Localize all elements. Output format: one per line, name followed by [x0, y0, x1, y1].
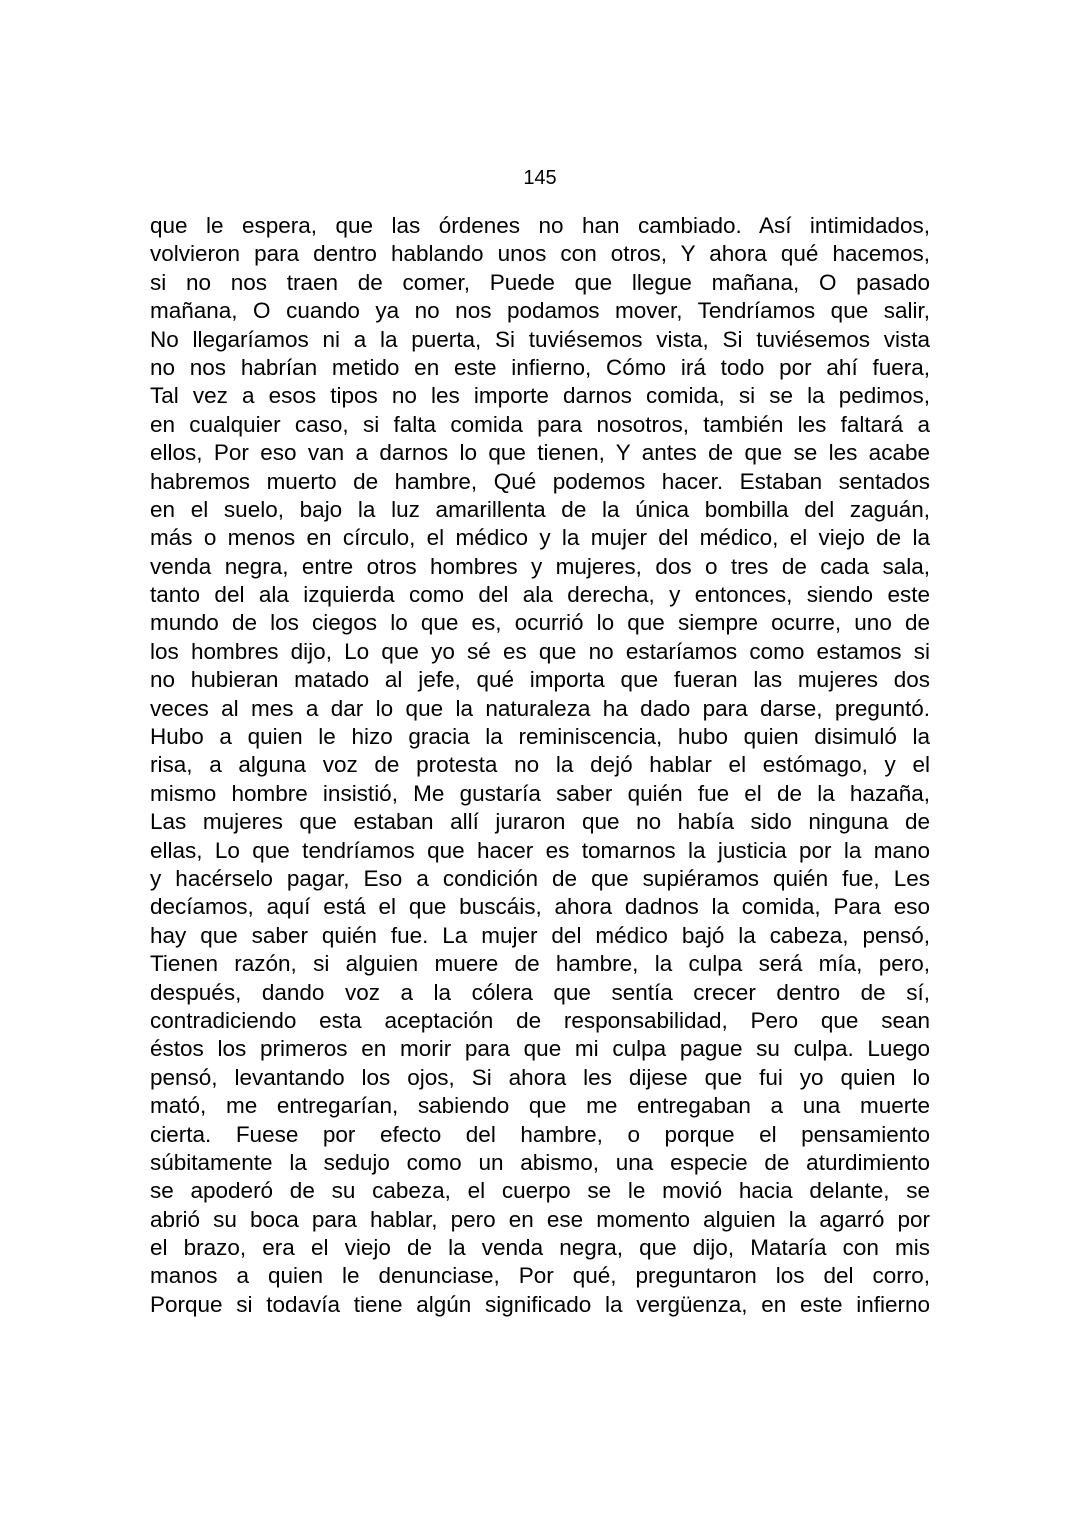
text-line: Hubo a quien le hizo gracia la reminiscencia, hubo quien disimuló la	[150, 724, 930, 750]
text-line: volvieron para dentro hablando unos con otros, Y ahora qué hacemos,	[150, 241, 930, 267]
text-line: los hombres dijo, Lo que yo sé es que no estaríamos como estamos si	[150, 638, 930, 664]
text-line: Porque si todavía tiene algún significado la vergüenza, en este infierno	[150, 1291, 930, 1317]
text-line: el brazo, era el viejo de la venda negra, que dijo, Mataría con mis	[150, 1235, 930, 1261]
text-line: mundo de los ciegos lo que es, ocurrió lo que siempre ocurre, uno de	[150, 610, 930, 636]
text-line: habremos muerto de hambre, Qué podemos hacer. Estaban sentados	[150, 468, 930, 494]
text-line: mismo hombre insistió, Me gustaría saber quién fue el de la hazaña,	[150, 780, 930, 806]
text-line: Las mujeres que estaban allí juraron que no había sido ninguna de	[150, 809, 930, 835]
text-line: en el suelo, bajo la luz amarillenta de la única bombilla del zaguán,	[150, 496, 930, 522]
text-line: Tal vez a esos tipos no les importe darnos comida, si se la pedimos,	[150, 383, 930, 409]
text-line: veces al mes a dar lo que la naturaleza ha dado para darse, preguntó.	[150, 695, 930, 721]
text-line: Tienen razón, si alguien muere de hambre, la culpa será mía, pero,	[150, 951, 930, 977]
text-line: no nos habrían metido en este infierno, Cómo irá todo por ahí fuera,	[150, 354, 930, 380]
text-line: no hubieran matado al jefe, qué importa que fueran las mujeres dos	[150, 667, 930, 693]
text-line: después, dando voz a la cólera que sentía crecer dentro de sí,	[150, 979, 930, 1005]
text-line: contradiciendo esta aceptación de responsabilidad, Pero que sean	[150, 1007, 930, 1033]
body-text	[150, 212, 930, 1319]
text-line: ellos, Por eso van a darnos lo que tienen, Y antes de que se les acabe	[150, 440, 930, 466]
text-line: cierta. Fuese por efecto del hambre, o porque el pensamiento	[150, 1121, 930, 1147]
text-line: manos a quien le denunciase, Por qué, preguntaron los del corro,	[150, 1263, 930, 1289]
text-line: si no nos traen de comer, Puede que llegue mañana, O pasado	[150, 269, 930, 295]
text-line: se apoderó de su cabeza, el cuerpo se le movió hacia delante, se	[150, 1178, 930, 1204]
text-line: mañana, O cuando ya no nos podamos mover, Tendríamos que salir,	[150, 298, 930, 324]
text-line: en cualquier caso, si falta comida para nosotros, también les faltará a	[150, 411, 930, 437]
text-line: mató, me entregarían, sabiendo que me entregaban a una muerte	[150, 1093, 930, 1119]
text-line: que le espera, que las órdenes no han cambiado. Así intimidados,	[150, 213, 930, 238]
text-line: risa, a alguna voz de protesta no la dejó hablar el estómago, y el	[150, 752, 930, 778]
text-line: tanto del ala izquierda como del ala derecha, y entonces, siendo este	[150, 582, 930, 608]
text-line: venda negra, entre otros hombres y mujeres, dos o tres de cada sala,	[150, 553, 930, 579]
text-line: ellas, Lo que tendríamos que hacer es tomarnos la justicia por la mano	[150, 837, 930, 863]
text-line: No llegaríamos ni a la puerta, Si tuviésemos vista, Si tuviésemos vista	[150, 326, 930, 352]
text-line: hay que saber quién fue. La mujer del médico bajó la cabeza, pensó,	[150, 922, 930, 948]
text-line: pensó, levantando los ojos, Si ahora les dijese que fui yo quien lo	[150, 1064, 930, 1090]
page-number: 145	[523, 167, 557, 189]
text-line: decíamos, aquí está el que buscáis, ahora dadnos la comida, Para eso	[150, 894, 930, 920]
text-line: súbitamente la sedujo como un abismo, una especie de aturdimiento	[150, 1149, 930, 1175]
text-line: éstos los primeros en morir para que mi culpa pague su culpa. Luego	[150, 1036, 930, 1062]
text-line: más o menos en círculo, el médico y la mujer del médico, el viejo de la	[150, 525, 930, 551]
text-line: abrió su boca para hablar, pero en ese momento alguien la agarró por	[150, 1206, 930, 1232]
text-line: y hacérselo pagar, Eso a condición de que supiéramos quién fue, Les	[150, 865, 930, 891]
